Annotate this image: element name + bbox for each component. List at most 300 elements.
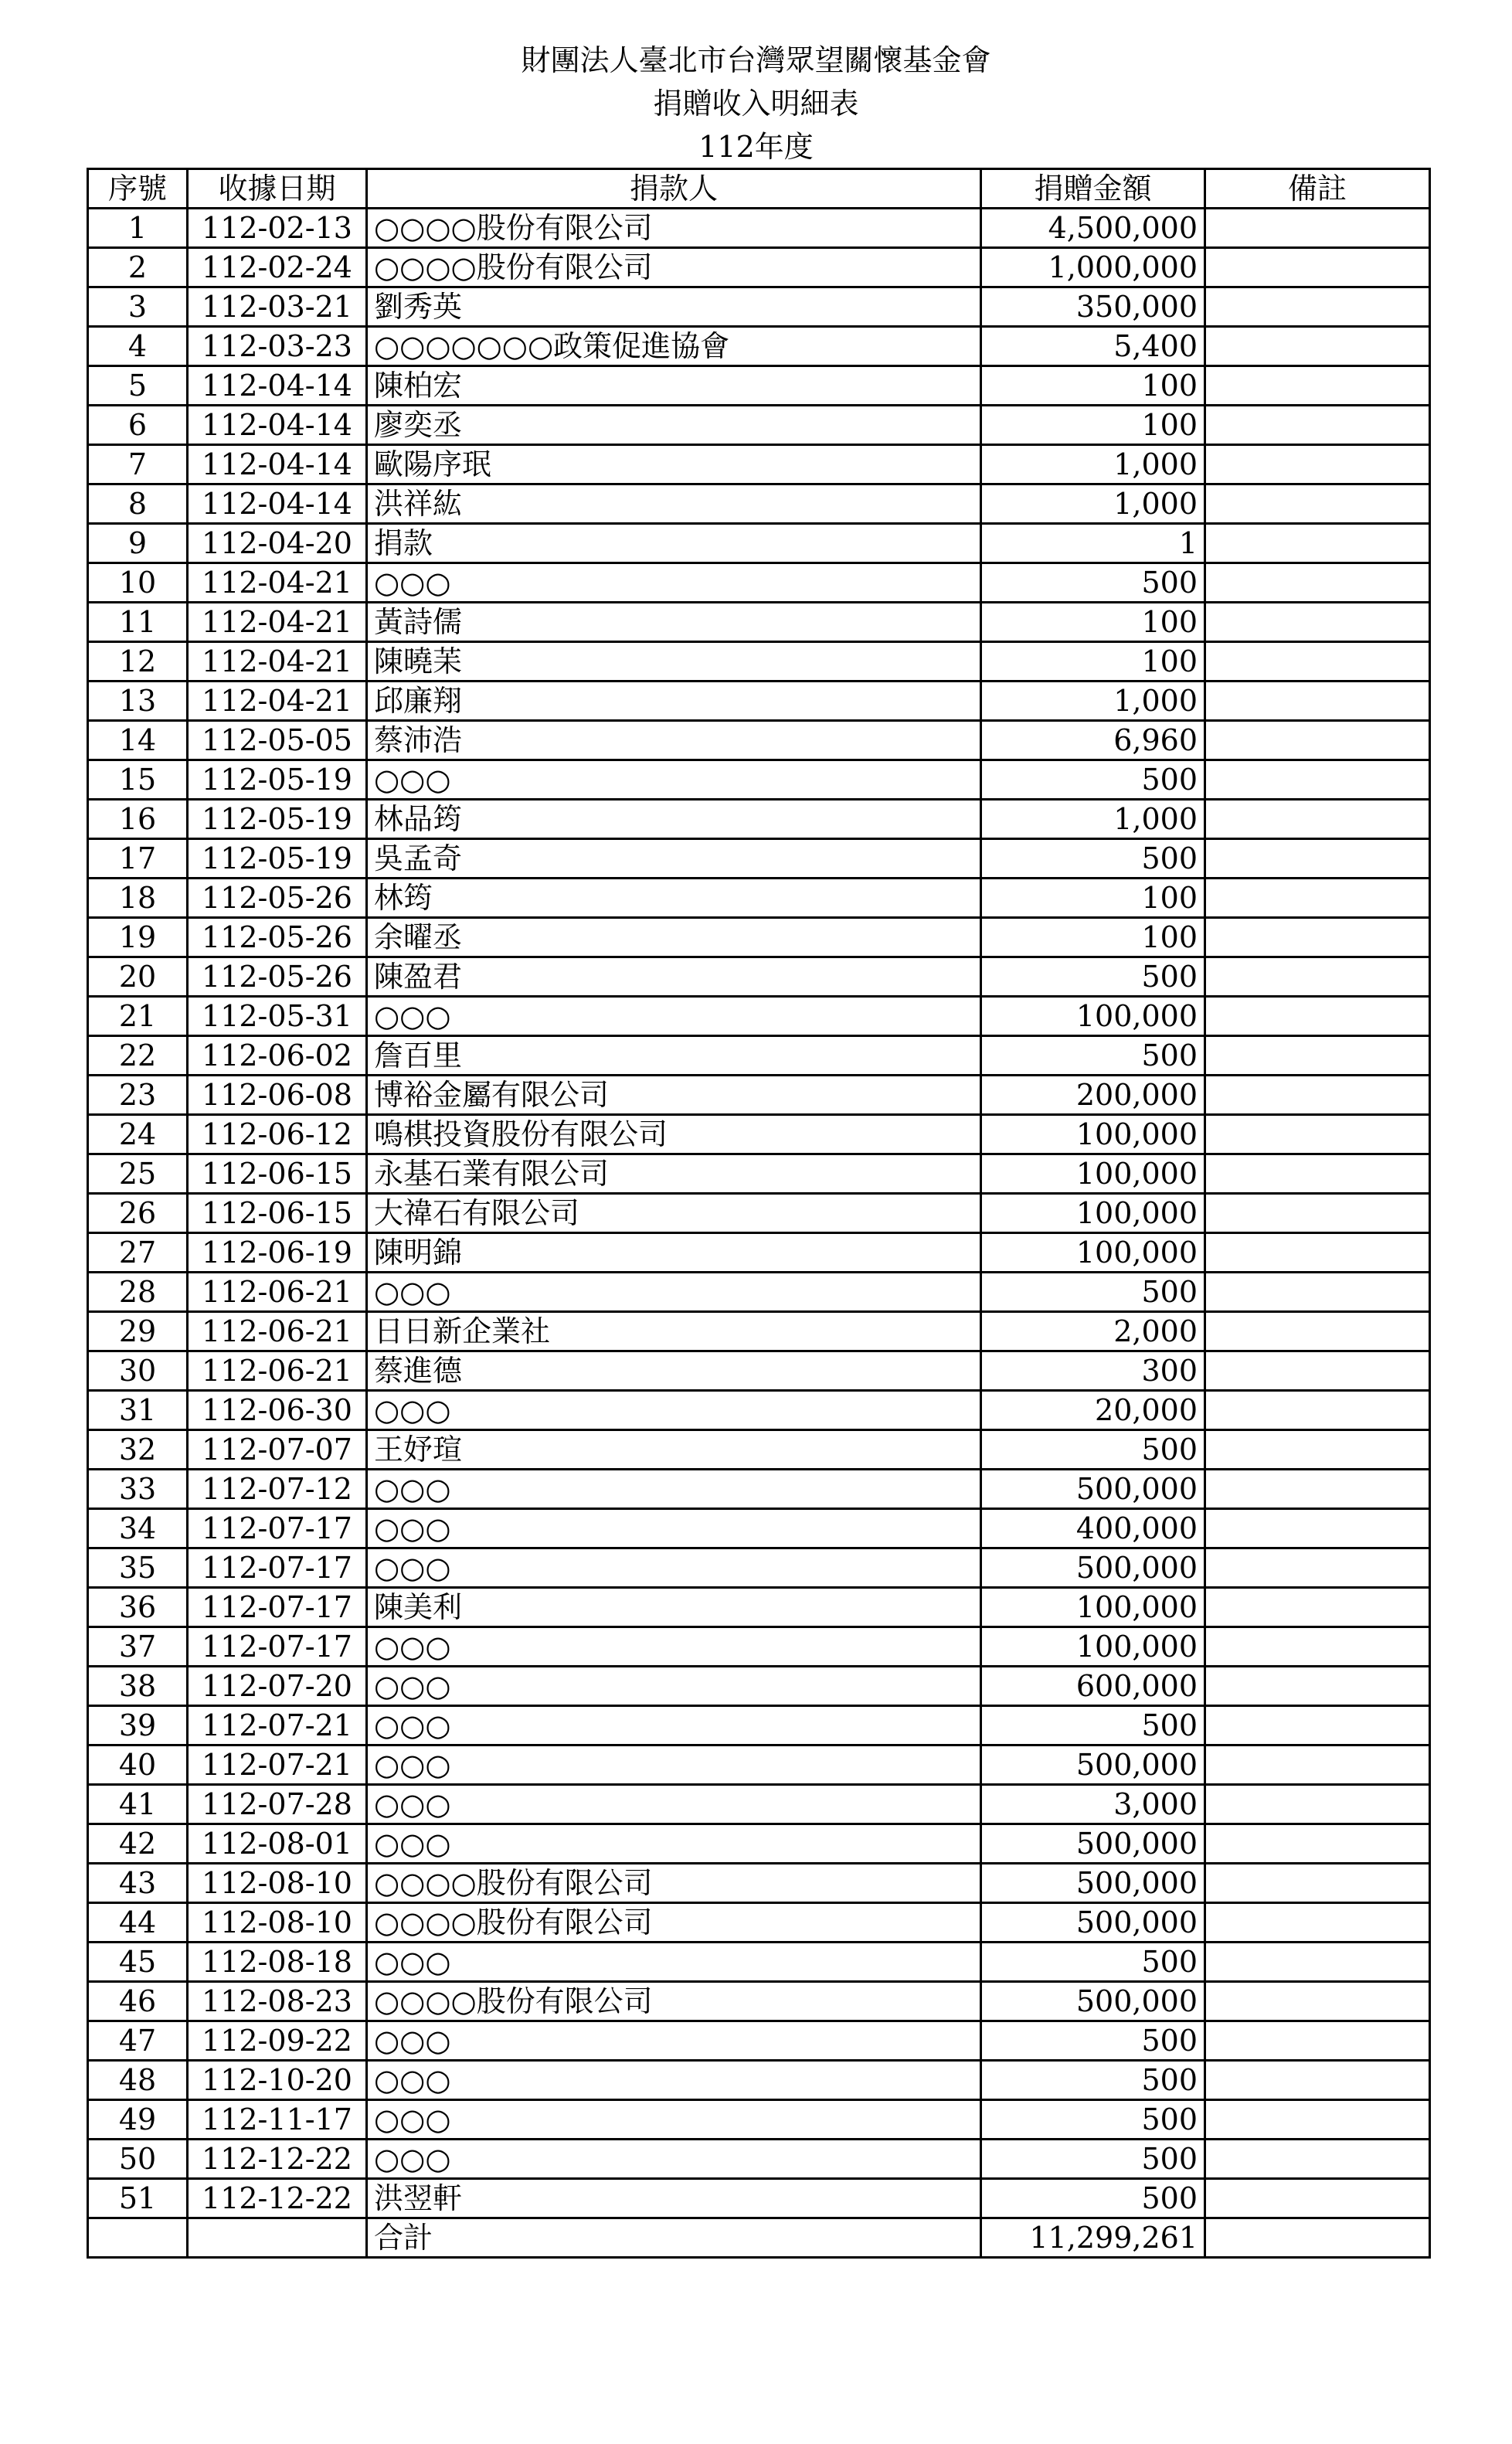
cell-amount: 5,400 <box>981 327 1205 366</box>
cell-date: 112-05-19 <box>188 800 367 839</box>
cell-donor: ○○○ <box>367 1824 981 1864</box>
cell-date: 112-07-17 <box>188 1588 367 1627</box>
cell-amount: 1,000 <box>981 682 1205 721</box>
cell-date: 112-04-14 <box>188 406 367 445</box>
table-row <box>88 1312 1430 1351</box>
table-header <box>88 169 1430 209</box>
cell-date: 112-04-21 <box>188 563 367 603</box>
cell-amount: 20,000 <box>981 1391 1205 1430</box>
cell-date: 112-03-23 <box>188 327 367 366</box>
column-header-amount: 捐贈金額 <box>981 169 1205 209</box>
cell-no: 44 <box>88 1903 188 1943</box>
cell-donor: ○○○ <box>367 997 981 1036</box>
cell-donor: ○○○ <box>367 2140 981 2179</box>
cell-note <box>1205 1667 1430 1706</box>
cell-donor: 黃詩儒 <box>367 603 981 642</box>
total-no-cell <box>88 2218 188 2258</box>
cell-donor: 廖奕丞 <box>367 406 981 445</box>
table-row <box>88 1903 1430 1943</box>
cell-date: 112-04-21 <box>188 682 367 721</box>
cell-note <box>1205 1273 1430 1312</box>
cell-note <box>1205 1391 1430 1430</box>
cell-donor: ○○○ <box>367 1273 981 1312</box>
cell-date: 112-05-05 <box>188 721 367 760</box>
cell-date: 112-04-21 <box>188 603 367 642</box>
table-row <box>88 1706 1430 1745</box>
cell-note <box>1205 721 1430 760</box>
cell-note <box>1205 484 1430 524</box>
cell-donor: ○○○○股份有限公司 <box>367 1982 981 2021</box>
total-date-cell <box>188 2218 367 2258</box>
cell-no: 41 <box>88 1785 188 1824</box>
cell-note <box>1205 1588 1430 1627</box>
cell-amount: 100 <box>981 406 1205 445</box>
table-row <box>88 1667 1430 1706</box>
column-header-date: 收據日期 <box>188 169 367 209</box>
cell-donor: ○○○○股份有限公司 <box>367 248 981 287</box>
cell-no: 17 <box>88 839 188 879</box>
table-row <box>88 1509 1430 1548</box>
cell-date: 112-07-21 <box>188 1706 367 1745</box>
table-row <box>88 1588 1430 1627</box>
cell-donor: 陳美利 <box>367 1588 981 1627</box>
table-row <box>88 1470 1430 1509</box>
fiscal-year: 112年度 <box>698 130 814 164</box>
cell-date: 112-06-21 <box>188 1351 367 1391</box>
table-row <box>88 1943 1430 1982</box>
cell-date: 112-04-21 <box>188 642 367 682</box>
column-header-donor: 捐款人 <box>367 169 981 209</box>
cell-note <box>1205 2021 1430 2061</box>
cell-donor: ○○○○股份有限公司 <box>367 1864 981 1903</box>
cell-amount: 3,000 <box>981 1785 1205 1824</box>
cell-note <box>1205 1036 1430 1076</box>
cell-date: 112-12-22 <box>188 2140 367 2179</box>
cell-donor: 陳盈君 <box>367 957 981 997</box>
cell-note <box>1205 1115 1430 1154</box>
cell-note <box>1205 1903 1430 1943</box>
cell-no: 37 <box>88 1627 188 1667</box>
table-row <box>88 918 1430 957</box>
cell-date: 112-07-20 <box>188 1667 367 1706</box>
table-row <box>88 760 1430 800</box>
cell-date: 112-02-13 <box>188 209 367 248</box>
cell-amount: 500 <box>981 839 1205 879</box>
cell-date: 112-08-23 <box>188 1982 367 2021</box>
cell-note <box>1205 1154 1430 1194</box>
cell-amount: 500 <box>981 1706 1205 1745</box>
cell-amount: 1 <box>981 524 1205 563</box>
cell-note <box>1205 2061 1430 2100</box>
cell-amount: 1,000 <box>981 484 1205 524</box>
cell-date: 112-06-15 <box>188 1194 367 1233</box>
cell-note <box>1205 879 1430 918</box>
cell-donor: ○○○ <box>367 1470 981 1509</box>
table-row <box>88 406 1430 445</box>
cell-donor: ○○○ <box>367 1785 981 1824</box>
cell-note <box>1205 1627 1430 1667</box>
cell-amount: 100 <box>981 366 1205 406</box>
donation-income-table <box>87 168 1431 2259</box>
cell-amount: 500,000 <box>981 1982 1205 2021</box>
cell-amount: 4,500,000 <box>981 209 1205 248</box>
cell-amount: 100,000 <box>981 1154 1205 1194</box>
cell-note <box>1205 1785 1430 1824</box>
cell-donor: 捐款 <box>367 524 981 563</box>
cell-date: 112-07-21 <box>188 1745 367 1785</box>
cell-date: 112-10-20 <box>188 2061 367 2100</box>
table-row <box>88 2021 1430 2061</box>
cell-no: 18 <box>88 879 188 918</box>
cell-note <box>1205 1824 1430 1864</box>
table-row <box>88 524 1430 563</box>
cell-donor: 吳孟奇 <box>367 839 981 879</box>
cell-date: 112-04-14 <box>188 484 367 524</box>
cell-donor: 日日新企業社 <box>367 1312 981 1351</box>
cell-donor: 博裕金屬有限公司 <box>367 1076 981 1115</box>
cell-note <box>1205 445 1430 484</box>
table-row <box>88 1430 1430 1470</box>
table-row <box>88 2140 1430 2179</box>
cell-note <box>1205 1509 1430 1548</box>
cell-donor: 劉秀英 <box>367 287 981 327</box>
cell-donor: ○○○ <box>367 2021 981 2061</box>
cell-no: 27 <box>88 1233 188 1273</box>
cell-date: 112-06-12 <box>188 1115 367 1154</box>
cell-note <box>1205 1194 1430 1233</box>
cell-no: 45 <box>88 1943 188 1982</box>
cell-note <box>1205 1548 1430 1588</box>
cell-note <box>1205 2140 1430 2179</box>
table-row <box>88 1036 1430 1076</box>
cell-note <box>1205 760 1430 800</box>
cell-no: 42 <box>88 1824 188 1864</box>
cell-date: 112-06-21 <box>188 1312 367 1351</box>
cell-date: 112-05-26 <box>188 918 367 957</box>
cell-amount: 100,000 <box>981 1233 1205 1273</box>
table-row <box>88 1864 1430 1903</box>
cell-amount: 100,000 <box>981 1627 1205 1667</box>
cell-no: 19 <box>88 918 188 957</box>
cell-donor: ○○○ <box>367 1745 981 1785</box>
cell-note <box>1205 2100 1430 2140</box>
cell-donor: 林筠 <box>367 879 981 918</box>
cell-no: 24 <box>88 1115 188 1154</box>
cell-donor: 陳柏宏 <box>367 366 981 406</box>
cell-date: 112-04-14 <box>188 366 367 406</box>
cell-no: 15 <box>88 760 188 800</box>
cell-no: 16 <box>88 800 188 839</box>
table-row <box>88 327 1430 366</box>
table-row <box>88 1982 1430 2021</box>
cell-no: 23 <box>88 1076 188 1115</box>
cell-donor: ○○○ <box>367 1943 981 1982</box>
cell-donor: 王妤瑄 <box>367 1430 981 1470</box>
cell-note <box>1205 287 1430 327</box>
cell-note <box>1205 1430 1430 1470</box>
table-row <box>88 1824 1430 1864</box>
cell-note <box>1205 1312 1430 1351</box>
cell-date: 112-06-15 <box>188 1154 367 1194</box>
table-row <box>88 1273 1430 1312</box>
cell-no: 3 <box>88 287 188 327</box>
cell-date: 112-05-19 <box>188 760 367 800</box>
cell-note <box>1205 1470 1430 1509</box>
table-row <box>88 721 1430 760</box>
cell-note <box>1205 682 1430 721</box>
cell-donor: ○○○○股份有限公司 <box>367 209 981 248</box>
document-header <box>0 39 1512 168</box>
cell-amount: 100,000 <box>981 1194 1205 1233</box>
cell-donor: ○○○ <box>367 563 981 603</box>
cell-date: 112-07-07 <box>188 1430 367 1470</box>
table-row <box>88 1076 1430 1115</box>
cell-donor: 林品筠 <box>367 800 981 839</box>
table-row <box>88 2179 1430 2218</box>
cell-amount: 100,000 <box>981 997 1205 1036</box>
organization-name: 財團法人臺北市台灣眾望關懷基金會 <box>521 43 991 77</box>
table-row <box>88 1745 1430 1785</box>
cell-donor: 永基石業有限公司 <box>367 1154 981 1194</box>
cell-no: 31 <box>88 1391 188 1430</box>
table-row <box>88 1194 1430 1233</box>
cell-amount: 500 <box>981 2100 1205 2140</box>
cell-note <box>1205 1982 1430 2021</box>
cell-no: 25 <box>88 1154 188 1194</box>
cell-amount: 1,000,000 <box>981 248 1205 287</box>
cell-note <box>1205 209 1430 248</box>
table-row <box>88 2061 1430 2100</box>
total-label: 合計 <box>367 2218 981 2258</box>
cell-no: 22 <box>88 1036 188 1076</box>
table-row <box>88 1233 1430 1273</box>
table-row <box>88 248 1430 287</box>
cell-donor: ○○○○○○○政策促進協會 <box>367 327 981 366</box>
cell-note <box>1205 957 1430 997</box>
cell-donor: 余曜丞 <box>367 918 981 957</box>
cell-no: 50 <box>88 2140 188 2179</box>
cell-amount: 500 <box>981 957 1205 997</box>
cell-no: 4 <box>88 327 188 366</box>
cell-donor: 歐陽序珉 <box>367 445 981 484</box>
cell-amount: 500 <box>981 1943 1205 1982</box>
cell-date: 112-05-26 <box>188 879 367 918</box>
column-header-no: 序號 <box>88 169 188 209</box>
cell-amount: 500 <box>981 760 1205 800</box>
cell-donor: 大禕石有限公司 <box>367 1194 981 1233</box>
cell-note <box>1205 2179 1430 2218</box>
cell-no: 12 <box>88 642 188 682</box>
cell-amount: 500 <box>981 1430 1205 1470</box>
header-row <box>88 169 1430 209</box>
cell-donor: ○○○ <box>367 1548 981 1588</box>
cell-amount: 500,000 <box>981 1864 1205 1903</box>
cell-date: 112-08-01 <box>188 1824 367 1864</box>
cell-donor: ○○○ <box>367 2061 981 2100</box>
cell-amount: 500 <box>981 563 1205 603</box>
table-row <box>88 997 1430 1036</box>
total-amount: 11,299,261 <box>981 2218 1205 2258</box>
cell-amount: 100 <box>981 879 1205 918</box>
cell-note <box>1205 366 1430 406</box>
cell-amount: 1,000 <box>981 800 1205 839</box>
cell-amount: 500,000 <box>981 1745 1205 1785</box>
cell-donor: ○○○○股份有限公司 <box>367 1903 981 1943</box>
cell-amount: 200,000 <box>981 1076 1205 1115</box>
cell-no: 21 <box>88 997 188 1036</box>
table-row <box>88 603 1430 642</box>
cell-amount: 600,000 <box>981 1667 1205 1706</box>
cell-no: 28 <box>88 1273 188 1312</box>
cell-no: 13 <box>88 682 188 721</box>
table-row <box>88 1548 1430 1588</box>
cell-no: 26 <box>88 1194 188 1233</box>
cell-no: 48 <box>88 2061 188 2100</box>
cell-date: 112-04-20 <box>188 524 367 563</box>
table-row <box>88 1154 1430 1194</box>
table-body <box>88 209 1430 2218</box>
table-row <box>88 957 1430 997</box>
cell-donor: ○○○ <box>367 760 981 800</box>
column-header-note: 備註 <box>1205 169 1430 209</box>
cell-amount: 400,000 <box>981 1509 1205 1548</box>
table-row <box>88 366 1430 406</box>
cell-amount: 500 <box>981 1273 1205 1312</box>
cell-donor: ○○○ <box>367 1627 981 1667</box>
cell-date: 112-09-22 <box>188 2021 367 2061</box>
cell-no: 49 <box>88 2100 188 2140</box>
cell-note <box>1205 918 1430 957</box>
cell-amount: 500 <box>981 2179 1205 2218</box>
cell-date: 112-05-31 <box>188 997 367 1036</box>
cell-no: 34 <box>88 1509 188 1548</box>
cell-note <box>1205 1351 1430 1391</box>
table-row <box>88 2100 1430 2140</box>
cell-no: 9 <box>88 524 188 563</box>
cell-note <box>1205 1076 1430 1115</box>
cell-no: 47 <box>88 2021 188 2061</box>
cell-amount: 100,000 <box>981 1588 1205 1627</box>
cell-note <box>1205 406 1430 445</box>
cell-no: 30 <box>88 1351 188 1391</box>
table-row <box>88 209 1430 248</box>
cell-date: 112-06-08 <box>188 1076 367 1115</box>
cell-no: 6 <box>88 406 188 445</box>
cell-donor: ○○○ <box>367 1509 981 1548</box>
cell-date: 112-06-30 <box>188 1391 367 1430</box>
cell-note <box>1205 1864 1430 1903</box>
cell-donor: 邱廉翔 <box>367 682 981 721</box>
cell-donor: ○○○ <box>367 2100 981 2140</box>
cell-date: 112-03-21 <box>188 287 367 327</box>
cell-date: 112-05-26 <box>188 957 367 997</box>
cell-note <box>1205 563 1430 603</box>
cell-donor: 詹百里 <box>367 1036 981 1076</box>
cell-amount: 100,000 <box>981 1115 1205 1154</box>
cell-date: 112-06-21 <box>188 1273 367 1312</box>
cell-donor: 陳明錦 <box>367 1233 981 1273</box>
cell-date: 112-06-19 <box>188 1233 367 1273</box>
cell-note <box>1205 603 1430 642</box>
cell-no: 33 <box>88 1470 188 1509</box>
cell-note <box>1205 1943 1430 1982</box>
cell-date: 112-04-14 <box>188 445 367 484</box>
cell-note <box>1205 327 1430 366</box>
cell-date: 112-07-28 <box>188 1785 367 1824</box>
cell-amount: 500,000 <box>981 1548 1205 1588</box>
cell-amount: 2,000 <box>981 1312 1205 1351</box>
cell-donor: ○○○ <box>367 1706 981 1745</box>
cell-amount: 500 <box>981 1036 1205 1076</box>
table-row <box>88 800 1430 839</box>
table-row <box>88 642 1430 682</box>
cell-amount: 100 <box>981 642 1205 682</box>
cell-note <box>1205 1233 1430 1273</box>
cell-date: 112-11-17 <box>188 2100 367 2140</box>
cell-no: 40 <box>88 1745 188 1785</box>
cell-no: 5 <box>88 366 188 406</box>
cell-donor: ○○○ <box>367 1667 981 1706</box>
table-row <box>88 1391 1430 1430</box>
cell-date: 112-06-02 <box>188 1036 367 1076</box>
cell-date: 112-02-24 <box>188 248 367 287</box>
cell-date: 112-08-18 <box>188 1943 367 1982</box>
report-title: 捐贈收入明細表 <box>653 87 859 121</box>
cell-date: 112-07-17 <box>188 1627 367 1667</box>
cell-no: 8 <box>88 484 188 524</box>
cell-amount: 500,000 <box>981 1470 1205 1509</box>
cell-date: 112-05-19 <box>188 839 367 879</box>
cell-no: 35 <box>88 1548 188 1588</box>
cell-amount: 500,000 <box>981 1824 1205 1864</box>
cell-amount: 500 <box>981 2021 1205 2061</box>
cell-donor: 鳴棋投資股份有限公司 <box>367 1115 981 1154</box>
table-row <box>88 1785 1430 1824</box>
cell-no: 51 <box>88 2179 188 2218</box>
cell-no: 43 <box>88 1864 188 1903</box>
table-row <box>88 839 1430 879</box>
cell-note <box>1205 1745 1430 1785</box>
cell-amount: 100 <box>981 918 1205 957</box>
cell-no: 1 <box>88 209 188 248</box>
table-row <box>88 484 1430 524</box>
cell-date: 112-12-22 <box>188 2179 367 2218</box>
cell-note <box>1205 839 1430 879</box>
cell-no: 11 <box>88 603 188 642</box>
cell-no: 39 <box>88 1706 188 1745</box>
table-row <box>88 1115 1430 1154</box>
cell-date: 112-08-10 <box>188 1903 367 1943</box>
cell-no: 7 <box>88 445 188 484</box>
table-row <box>88 1627 1430 1667</box>
cell-donor: ○○○ <box>367 1391 981 1430</box>
cell-amount: 350,000 <box>981 287 1205 327</box>
cell-donor: 蔡進德 <box>367 1351 981 1391</box>
cell-note <box>1205 524 1430 563</box>
cell-donor: 蔡沛浩 <box>367 721 981 760</box>
cell-note <box>1205 642 1430 682</box>
cell-date: 112-07-12 <box>188 1470 367 1509</box>
table-row <box>88 563 1430 603</box>
cell-no: 38 <box>88 1667 188 1706</box>
cell-no: 10 <box>88 563 188 603</box>
cell-amount: 500 <box>981 2061 1205 2100</box>
cell-note <box>1205 1706 1430 1745</box>
cell-note <box>1205 800 1430 839</box>
cell-no: 32 <box>88 1430 188 1470</box>
cell-date: 112-07-17 <box>188 1548 367 1588</box>
cell-amount: 500 <box>981 2140 1205 2179</box>
